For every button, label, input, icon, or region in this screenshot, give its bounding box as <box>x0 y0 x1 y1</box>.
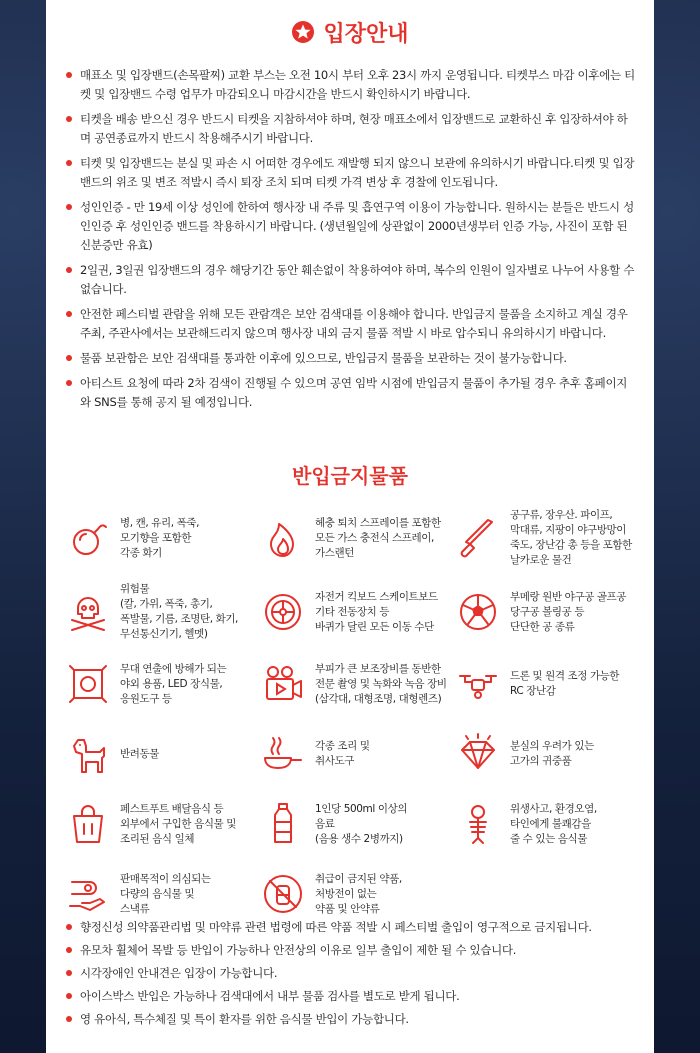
prohibited-item-text: 공구류, 장우산. 파이프, 막대류, 지팡이 야구방망이 죽도, 장난감 총 등을 포함한 날카로운 물건 <box>510 509 632 566</box>
footer-note-item: 향정신성 의약품관리법 및 마약류 관련 법령에 따른 약품 적발 시 페스티벌 출입이 영구적으로 금지됩니다. <box>66 918 636 937</box>
wheel-icon <box>261 590 305 634</box>
hand-food-icon <box>66 872 110 916</box>
footer-note-item: 시각장애인 안내견은 입장이 가능합니다. <box>66 964 636 983</box>
prohibited-item <box>261 656 456 712</box>
diamond-icon <box>456 732 500 776</box>
fire-icon <box>261 516 305 560</box>
prohibited-item-text: 분실의 우려가 있는 고가의 귀중품 <box>510 740 594 767</box>
prohibited-item-text: 취급이 금지된 약품, 처방전이 없는 약품 및 안약류 <box>315 872 402 915</box>
prohibited-item-text: 반려동물 <box>120 747 159 760</box>
prohibited-item-text: 병, 캔, 유리, 폭죽, 모기향을 포함한 각종 화기 <box>120 516 200 559</box>
page-title <box>46 14 654 50</box>
notice-item: 매표소 및 입장밴드(손목팔찌) 교환 부스는 오전 10시 부터 오후 23시 까지 운영됩니다. 티켓부스 마감 이후에는 티켓 및 입장밴드 수령 업무가 마감되오니 마감시간을 반드시 확인하시기 바랍니다. <box>66 66 636 104</box>
prohibited-item-text: 드론 및 원격 조정 가능한 RC 장난감 <box>510 670 620 697</box>
prohibited-item <box>456 726 636 782</box>
video-camera-icon <box>261 662 305 706</box>
prohibited-item <box>261 796 456 852</box>
prohibited-item <box>66 582 261 642</box>
frying-pan-icon <box>261 732 305 776</box>
stage-light-icon <box>66 662 110 706</box>
water-bottle-icon <box>261 802 305 846</box>
prohibited-item-text: 위생사고, 환경오염, 타인에게 불쾌감을 줄 수 있는 음식물 <box>510 802 597 845</box>
notice-item: 아티스트 요청에 따라 2차 검색이 진행될 수 있으며 공연 임박 시점에 반입금지 물품이 추가될 경우 추후 홈페이지와 SNS를 통해 공지 될 예정입니다. <box>66 374 636 412</box>
prohibited-item <box>66 866 261 922</box>
prohibited-item <box>456 656 636 712</box>
soccer-ball-icon <box>456 590 500 634</box>
content-panel <box>46 0 654 1053</box>
prohibited-item <box>456 508 636 568</box>
footer-note-item: 유모차 휠체어 목발 등 반입이 가능하나 안전상의 이유로 일부 출입이 제한 될 수 있습니다. <box>66 941 636 960</box>
no-drugs-icon <box>261 872 305 916</box>
knife-icon <box>456 516 500 560</box>
bomb-icon <box>66 516 110 560</box>
footer-note-item: 아이스박스 반입은 가능하나 검색대에서 내부 물품 검사를 별도로 받게 됩니다. <box>66 987 636 1006</box>
prohibited-item <box>261 582 456 642</box>
footer-notes-list <box>66 918 636 1033</box>
prohibited-item <box>456 796 636 852</box>
food-bag-icon <box>66 802 110 846</box>
notice-item: 물품 보관함은 보안 검색대를 통과한 이후에 있으므로, 반입금지 물품을 보관하는 것이 불가능합니다. <box>66 349 636 368</box>
skull-crossbones-icon <box>66 590 110 634</box>
prohibited-item-text: 판매목적이 의심되는 다량의 음식물 및 스낵류 <box>120 872 211 915</box>
star-badge-icon <box>291 20 315 44</box>
notice-item: 안전한 페스티벌 관람을 위해 모든 관람객은 보안 검색대를 이용해야 합니다. 반입금지 물품을 소지하고 계실 경우 주최, 주관사에서는 보관해드리지 않으며 행사장 내외 금지 물품 적발 시 바로 압수되니 유의하시기 바랍니다. <box>66 305 636 343</box>
drone-icon <box>456 662 500 706</box>
dog-icon <box>66 732 110 776</box>
prohibited-item-text: 무대 연출에 방해가 되는 야외 용품, LED 장식물, 응원도구 등 <box>120 662 227 705</box>
notice-list <box>66 66 636 418</box>
prohibited-item-text: 위험물 (칼, 가위, 폭죽, 총기, 폭발물, 기름, 조명탄, 화기, 무선통신기기, 헬멧) <box>120 583 238 640</box>
notice-item: 티켓 및 입장밴드는 분실 및 파손 시 어떠한 경우에도 재발행 되지 않으니 보관에 유의하시기 바랍니다.티켓 및 입장밴드의 위조 및 변조 적발시 즉시 퇴장 조치 되며 티켓 가격 변상 후 경찰에 인도됩니다. <box>66 154 636 192</box>
prohibited-item <box>456 582 636 642</box>
fish-bone-icon <box>456 802 500 846</box>
prohibited-item <box>66 726 261 782</box>
prohibited-item-text: 페스트푸트 배달음식 등 외부에서 구입한 음식물 및 조리된 음식 일체 <box>120 802 236 845</box>
prohibited-item <box>66 796 261 852</box>
background-left <box>0 0 46 1053</box>
prohibited-item-text: 1인당 500ml 이상의 음료 (음용 생수 2병까지) <box>315 802 408 845</box>
prohibited-item <box>261 726 456 782</box>
prohibited-item <box>66 508 261 568</box>
prohibited-item-text: 부피가 큰 보조장비를 동반한 전문 촬영 및 녹화와 녹음 장비 (삼각대, 대형조명, 대형렌즈) <box>315 662 447 705</box>
page-title-text: 입장안내 <box>323 21 409 47</box>
prohibited-item <box>261 508 456 568</box>
prohibited-item-text: 각종 조리 및 취사도구 <box>315 740 370 767</box>
prohibited-items-grid <box>66 508 636 922</box>
notice-item: 2일권, 3일권 입장밴드의 경우 해당기간 동안 훼손없이 착용하여야 하며, 복수의 인원이 일자별로 나누어 사용할 수 없습니다. <box>66 261 636 299</box>
prohibited-section-title: 반입금지물품 <box>292 464 408 488</box>
footer-note-item: 영 유아식, 특수체질 및 특이 환자를 위한 음식물 반입이 가능합니다. <box>66 1010 636 1029</box>
prohibited-item <box>66 656 261 712</box>
notice-item: 성인인증 - 만 19세 이상 성인에 한하여 행사장 내 주류 및 흡연구역 이용이 가능합니다. 원하시는 분들은 반드시 성인인증 후 성인인증 밴드를 착용하시기 바랍니다. (생년월일에 상관없이 2000년생부터 인증 가능, 사진이 포함 된 신분증만 유효) <box>66 198 636 255</box>
prohibited-item-text: 헤충 퇴치 스프레이를 포함한 모든 가스 충전식 스프레이, 가스랜턴 <box>315 516 441 559</box>
notice-item: 티켓을 배송 받으신 경우 반드시 티켓을 지참하셔야 하며, 현장 매표소에서 입장밴드로 교환하신 후 입장하셔야 하며 공연종료까지 반드시 착용해주시기 바랍니다. <box>66 110 636 148</box>
prohibited-item-text: 부메랑 원반 야구공 골프공 당구공 볼링공 등 단단한 공 종류 <box>510 590 626 633</box>
prohibited-item-text: 자전거 킥보드 스케이트보드 기타 전동장치 등 바퀴가 달린 모든 이동 수단 <box>315 590 438 633</box>
background-right <box>654 0 700 1053</box>
prohibited-item <box>261 866 456 922</box>
